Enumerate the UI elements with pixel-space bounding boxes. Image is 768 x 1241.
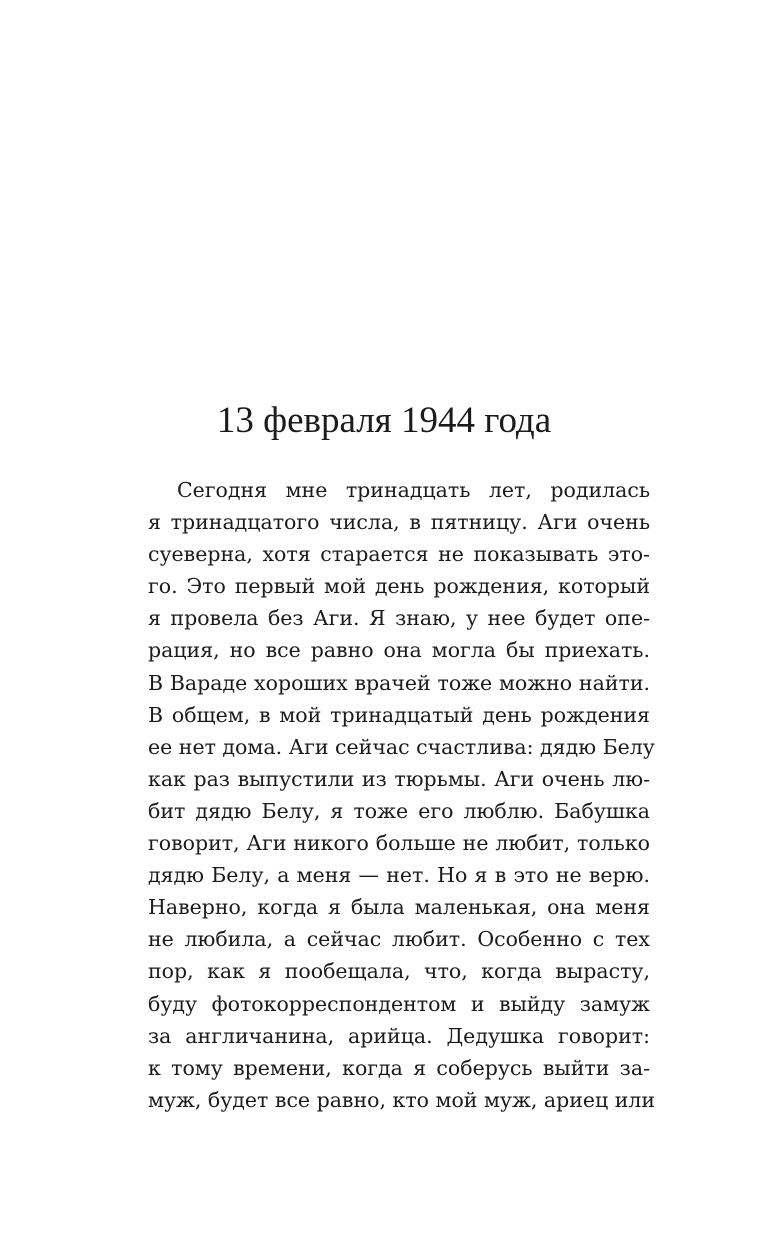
text-line: Сегодня мне тринадцать лет, родилась: [177, 478, 650, 502]
text-line: говорит, Аги никого больше не любит, только: [148, 831, 650, 856]
text-line: В Вараде хороших врачей тоже можно найти.: [148, 670, 650, 695]
text-line: муж, будет все равно, кто мой муж, ариец или: [148, 1087, 656, 1112]
text-line: за англичанина, арийца. Дедушка говорит:: [148, 1023, 650, 1048]
text-line: бит дядю Белу, я тоже его люблю. Бабушка: [148, 798, 650, 823]
text-line: я провела без Аги. Я знаю, у нее будет опе-: [148, 606, 650, 631]
text-line: дядю Белу, а меня — нет. Но я в это не верю.: [148, 863, 650, 888]
text-line: Наверно, когда я была маленькая, она меня: [148, 895, 650, 920]
text-line: я тринадцатого числа, в пятницу. Аги очень: [148, 510, 650, 535]
body-text: [148, 474, 656, 1116]
text-line: рация, но все равно она могла бы приехать.: [148, 638, 650, 663]
text-line: к тому времени, когда я соберусь выйти за-: [148, 1055, 650, 1080]
text-line: буду фотокорреспондентом и выйду замуж: [148, 991, 650, 1016]
text-line: пор, как я пообещала, что, когда вырасту,: [148, 959, 650, 984]
text-line: В общем, в мой тринадцатый день рождения: [148, 702, 650, 727]
text-line: го. Это первый мой день рождения, который: [148, 574, 650, 599]
chapter-title: 13 февраля 1944 года: [216, 400, 552, 441]
text-line: ее нет дома. Аги сейчас счастлива: дядю Белу: [148, 734, 655, 759]
text-line: не любила, а сейчас любит. Особенно с тех: [148, 927, 650, 952]
text-line: суеверна, хотя старается не показывать это-: [148, 542, 650, 567]
text-line: как раз выпустили из тюрьмы. Аги очень лю-: [148, 766, 650, 791]
